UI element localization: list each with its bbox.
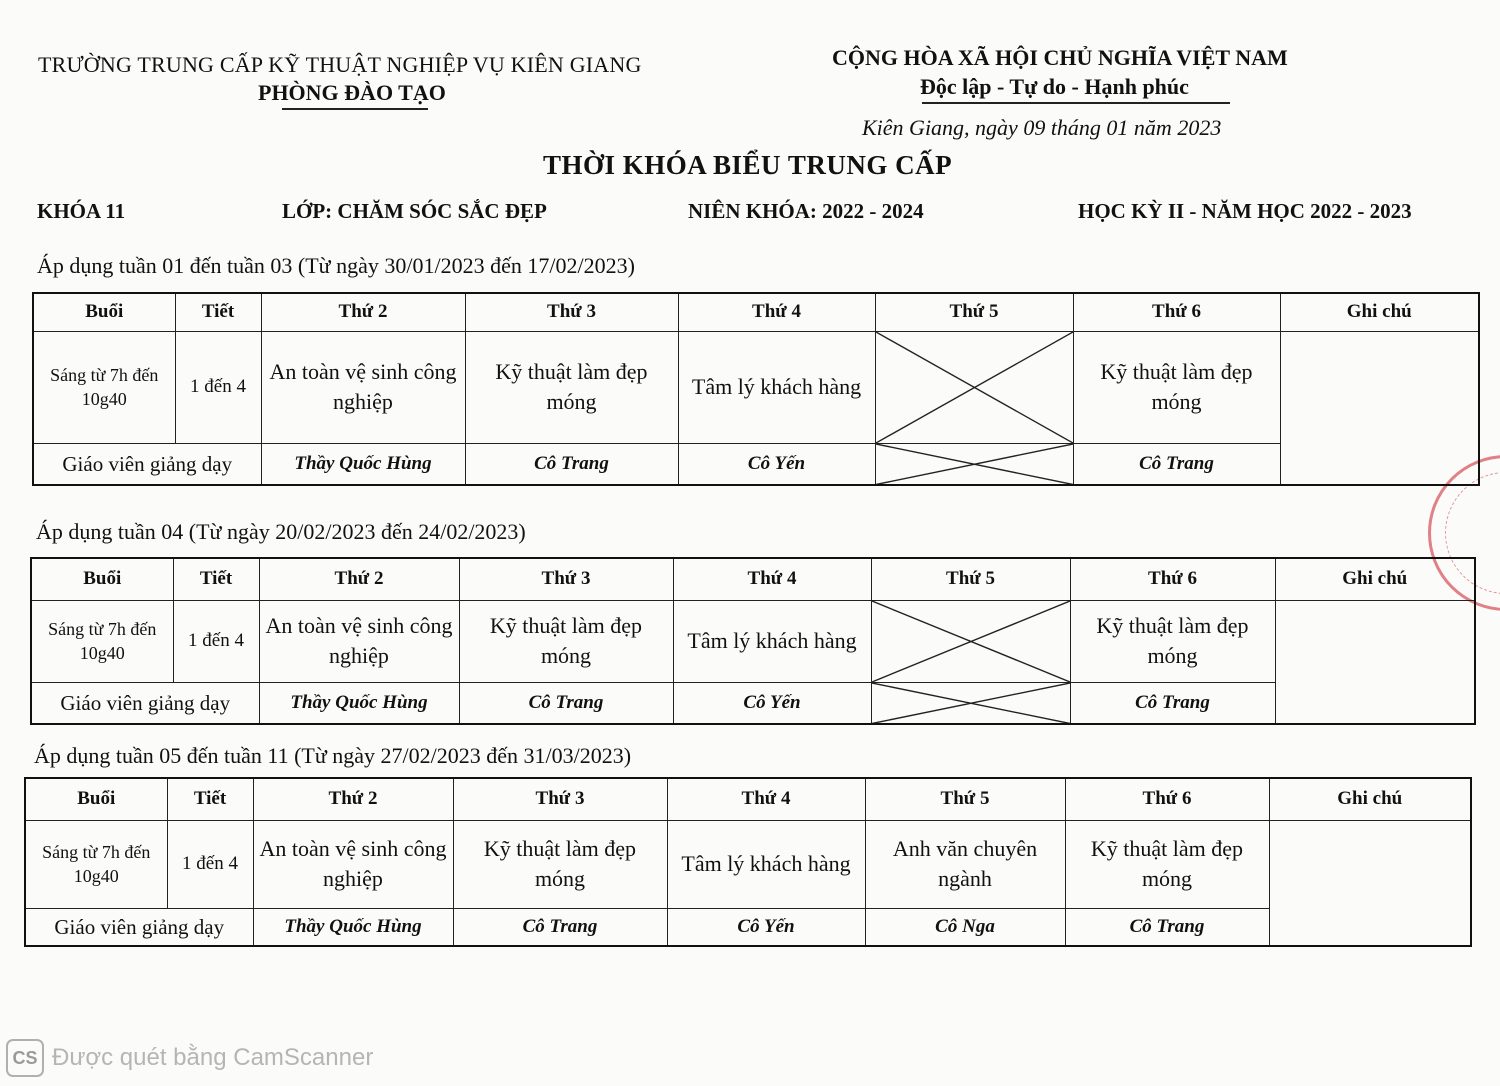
- header-thu-2: Thứ 2: [253, 778, 453, 820]
- subject-thu-2: An toàn vệ sinh công nghiệp: [253, 820, 453, 908]
- subject-thu-4: Tâm lý khách hàng: [673, 600, 871, 682]
- subject-thu-2: An toàn vệ sinh công nghiệp: [261, 331, 465, 443]
- document-title: THỜI KHÓA BIỂU TRUNG CẤP: [543, 150, 953, 180]
- school-name: TRƯỜNG TRUNG CẤP KỸ THUẬT NGHIỆP VỤ KIÊN GIANG: [38, 52, 642, 77]
- country-name: CỘNG HÒA XÃ HỘI CHỦ NGHĨA VIỆT NAM: [832, 45, 1288, 70]
- header-thu-3: Thứ 3: [465, 293, 678, 331]
- section-caption: Áp dụng tuần 01 đến tuần 03 (Từ ngày 30/01/2023 đến 17/02/2023): [37, 253, 635, 278]
- session-time: Sáng từ 7h đến 10g40: [25, 820, 167, 908]
- timetable-week-05-11: [24, 777, 1472, 947]
- header-thu-6: Thứ 6: [1073, 293, 1280, 331]
- header-thu-6: Thứ 6: [1065, 778, 1269, 820]
- teacher-thu-6: Cô Trang: [1073, 443, 1280, 485]
- header-thu-5: Thứ 5: [865, 778, 1065, 820]
- teacher-thu-6: Cô Trang: [1065, 908, 1269, 946]
- course-label: KHÓA 11: [37, 199, 126, 223]
- camscanner-logo-icon: CS: [6, 1039, 44, 1077]
- teacher-thu-5: Cô Nga: [865, 908, 1065, 946]
- teacher-thu-4: Cô Yến: [678, 443, 875, 485]
- camscanner-text: Được quét bằng CamScanner: [52, 1044, 374, 1071]
- teacher-thu-4: Cô Yến: [667, 908, 865, 946]
- academic-years-label: NIÊN KHÓA: 2022 - 2024: [688, 199, 924, 223]
- timetable-week-04: [30, 557, 1476, 725]
- header-thu-5: Thứ 5: [875, 293, 1073, 331]
- teacher-row-label: Giáo viên giảng dạy: [31, 682, 259, 724]
- header-ghi-chu: Ghi chú: [1269, 778, 1471, 820]
- subject-thu-6: Kỹ thuật làm đẹp móng: [1073, 331, 1280, 443]
- teacher-thu-3: Cô Trang: [465, 443, 678, 485]
- department-name: PHÒNG ĐÀO TẠO: [258, 80, 446, 105]
- note-cell: [1280, 331, 1479, 485]
- date-line: Kiên Giang, ngày 09 tháng 01 năm 2023: [862, 115, 1222, 140]
- subject-thu-3: Kỹ thuật làm đẹp móng: [453, 820, 667, 908]
- header-thu-4: Thứ 4: [678, 293, 875, 331]
- header-thu-4: Thứ 4: [673, 558, 871, 600]
- period-range: 1 đến 4: [173, 600, 259, 682]
- teacher-thu-2: Thầy Quốc Hùng: [259, 682, 459, 724]
- subject-thu-2: An toàn vệ sinh công nghiệp: [259, 600, 459, 682]
- header-buoi: Buổi: [33, 293, 175, 331]
- teacher-thu-2: Thầy Quốc Hùng: [261, 443, 465, 485]
- subject-thu-3: Kỹ thuật làm đẹp móng: [459, 600, 673, 682]
- teacher-thu-6: Cô Trang: [1070, 682, 1275, 724]
- header-thu-5: Thứ 5: [871, 558, 1070, 600]
- header-tiet: Tiết: [173, 558, 259, 600]
- period-range: 1 đến 4: [175, 331, 261, 443]
- period-range: 1 đến 4: [167, 820, 253, 908]
- header-thu-6: Thứ 6: [1070, 558, 1275, 600]
- header-buoi: Buổi: [25, 778, 167, 820]
- teacher-thu-3: Cô Trang: [453, 908, 667, 946]
- subject-thu-4: Tâm lý khách hàng: [667, 820, 865, 908]
- note-cell: [1269, 820, 1471, 946]
- crossed-out-cell: [871, 600, 1070, 682]
- teacher-thu-2: Thầy Quốc Hùng: [253, 908, 453, 946]
- crossed-out-cell: [875, 443, 1073, 485]
- subject-thu-6: Kỹ thuật làm đẹp móng: [1065, 820, 1269, 908]
- header-ghi-chu: Ghi chú: [1275, 558, 1475, 600]
- header-thu-3: Thứ 3: [459, 558, 673, 600]
- national-motto: Độc lập - Tự do - Hạnh phúc: [920, 74, 1189, 99]
- subject-thu-6: Kỹ thuật làm đẹp móng: [1070, 600, 1275, 682]
- header-tiet: Tiết: [167, 778, 253, 820]
- subject-thu-4: Tâm lý khách hàng: [678, 331, 875, 443]
- header-thu-3: Thứ 3: [453, 778, 667, 820]
- header-ghi-chu: Ghi chú: [1280, 293, 1479, 331]
- session-time: Sáng từ 7h đến 10g40: [31, 600, 173, 682]
- crossed-out-cell: [871, 682, 1070, 724]
- teacher-thu-4: Cô Yến: [673, 682, 871, 724]
- teacher-row-label: Giáo viên giảng dạy: [25, 908, 253, 946]
- header-tiet: Tiết: [175, 293, 261, 331]
- teacher-row-label: Giáo viên giảng dạy: [33, 443, 261, 485]
- crossed-out-cell: [875, 331, 1073, 443]
- section-caption: Áp dụng tuần 04 (Từ ngày 20/02/2023 đến 24/02/2023): [36, 519, 526, 544]
- note-cell: [1275, 600, 1475, 724]
- header-thu-4: Thứ 4: [667, 778, 865, 820]
- header-thu-2: Thứ 2: [259, 558, 459, 600]
- timetable-week-01-03: [32, 292, 1480, 486]
- subject-thu-3: Kỹ thuật làm đẹp móng: [465, 331, 678, 443]
- camscanner-watermark: [6, 1040, 373, 1076]
- session-time: Sáng từ 7h đến 10g40: [33, 331, 175, 443]
- class-label: LỚP: CHĂM SÓC SẮC ĐẸP: [282, 199, 547, 223]
- teacher-thu-3: Cô Trang: [459, 682, 673, 724]
- header-buoi: Buổi: [31, 558, 173, 600]
- motto-underline: [922, 102, 1230, 104]
- department-underline: [282, 108, 428, 110]
- subject-thu-5: Anh văn chuyên ngành: [865, 820, 1065, 908]
- header-thu-2: Thứ 2: [261, 293, 465, 331]
- semester-label: HỌC KỲ II - NĂM HỌC 2022 - 2023: [1078, 199, 1412, 223]
- section-caption: Áp dụng tuần 05 đến tuần 11 (Từ ngày 27/02/2023 đến 31/03/2023): [34, 743, 632, 768]
